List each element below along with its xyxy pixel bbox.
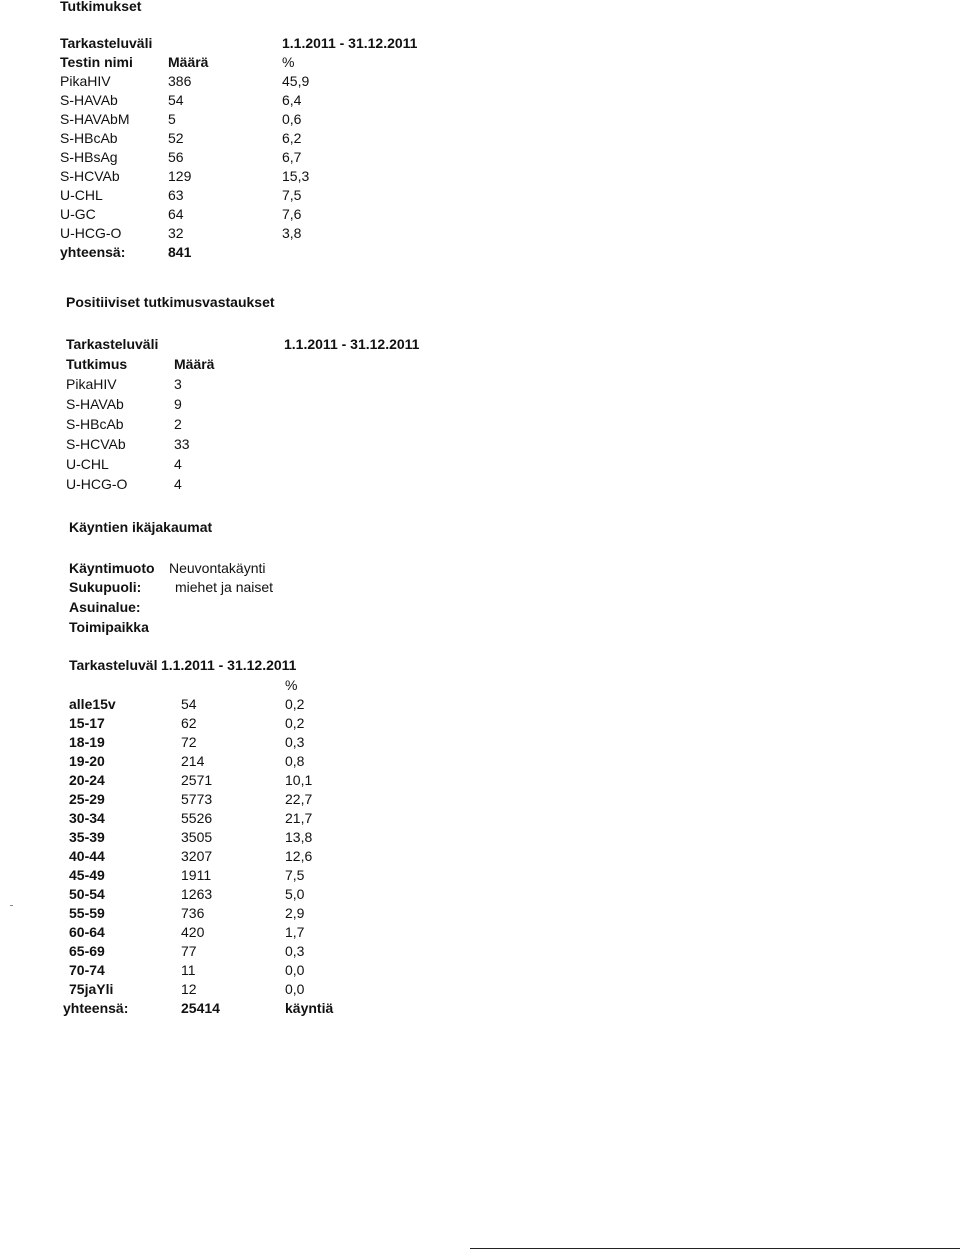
visit-percent: 1,7	[285, 924, 305, 940]
period-label: Tarkasteluväli	[60, 35, 153, 51]
test-name: PikaHIV	[60, 73, 111, 89]
test-count: 129	[168, 168, 192, 184]
visit-count: 54	[181, 696, 197, 712]
visit-percent: 7,5	[285, 867, 305, 883]
test-count: 54	[168, 92, 184, 108]
age-group: 15-17	[69, 715, 105, 731]
info-value: Neuvontakäynti	[169, 560, 266, 576]
age-group: 40-44	[69, 848, 105, 864]
visit-percent: 10,1	[285, 772, 313, 788]
test-count: 4	[174, 476, 182, 492]
total-unit: käyntiä	[285, 1000, 334, 1016]
info-label: Sukupuoli:	[69, 579, 142, 595]
age-group: 75jaYli	[69, 981, 114, 997]
visit-count: 72	[181, 734, 197, 750]
age-group: 20-24	[69, 772, 105, 788]
info-label: Käyntimuoto	[69, 560, 155, 576]
test-count: 64	[168, 206, 184, 222]
info-value: miehet ja naiset	[175, 579, 274, 595]
age-group: 65-69	[69, 943, 105, 959]
column-header-count: Määrä	[174, 356, 215, 372]
test-name: S-HCVAb	[60, 168, 120, 184]
test-percent: 6,4	[282, 92, 302, 108]
test-name: S-HAVAb	[66, 396, 124, 412]
period-label: Tarkasteluväli	[66, 336, 159, 352]
footer-divider	[470, 1248, 960, 1249]
test-count: 63	[168, 187, 184, 203]
age-group: 45-49	[69, 867, 105, 883]
test-count: 386	[168, 73, 192, 89]
total-count: 25414	[181, 1000, 220, 1016]
test-percent: 6,7	[282, 149, 302, 165]
visit-count: 5773	[181, 791, 213, 807]
age-group: 19-20	[69, 753, 105, 769]
test-count: 9	[174, 396, 182, 412]
test-name: S-HAVAbM	[60, 111, 130, 127]
test-name: S-HAVAb	[60, 92, 118, 108]
visit-percent: 0,2	[285, 715, 305, 731]
visit-count: 420	[181, 924, 205, 940]
column-header-test: Tutkimus	[66, 356, 128, 372]
age-group: alle15v	[69, 696, 116, 712]
test-percent: 0,6	[282, 111, 302, 127]
visit-percent: 0,0	[285, 962, 305, 978]
test-name: U-CHL	[60, 187, 103, 203]
test-percent: 7,6	[282, 206, 302, 222]
column-header-percent: %	[285, 677, 298, 693]
visit-count: 5526	[181, 810, 213, 826]
visit-count: 12	[181, 981, 197, 997]
test-name: U-HCG-O	[60, 225, 122, 241]
visit-percent: 12,6	[285, 848, 313, 864]
column-header-count: Määrä	[168, 54, 209, 70]
age-group: 55-59	[69, 905, 105, 921]
test-percent: 45,9	[282, 73, 310, 89]
test-name: S-HBcAb	[60, 130, 118, 146]
info-label: Toimipaikka	[69, 619, 149, 635]
test-count: 5	[168, 111, 176, 127]
column-header-percent: %	[282, 54, 295, 70]
period-value: 1.1.2011 - 31.12.2011	[161, 657, 297, 673]
test-count: 2	[174, 416, 182, 432]
age-group: 50-54	[69, 886, 105, 902]
visit-percent: 0,3	[285, 734, 305, 750]
section-title-positive-results: Positiiviset tutkimusvastaukset	[66, 294, 275, 310]
visit-count: 1911	[181, 867, 212, 883]
total-label: yhteensä:	[63, 1000, 129, 1016]
age-group: 25-29	[69, 791, 105, 807]
period-label: Tarkasteluväl	[69, 657, 158, 673]
age-group: 30-34	[69, 810, 105, 826]
test-count: 56	[168, 149, 184, 165]
visit-percent: 0,3	[285, 943, 305, 959]
test-percent: 15,3	[282, 168, 310, 184]
test-name: U-HCG-O	[66, 476, 128, 492]
visit-count: 214	[181, 753, 205, 769]
age-group: 18-19	[69, 734, 105, 750]
test-count: 52	[168, 130, 184, 146]
period-value: 1.1.2011 - 31.12.2011	[284, 336, 420, 352]
visit-percent: 0,2	[285, 696, 305, 712]
visit-percent: 0,8	[285, 753, 305, 769]
period-value: 1.1.2011 - 31.12.2011	[282, 35, 418, 51]
visit-count: 3207	[181, 848, 213, 864]
visit-percent: 21,7	[285, 810, 313, 826]
test-name: S-HBcAb	[66, 416, 124, 432]
total-label: yhteensä:	[60, 244, 126, 260]
total-count: 841	[168, 244, 192, 260]
age-group: 70-74	[69, 962, 105, 978]
section-title-tests: Tutkimukset	[60, 0, 142, 14]
test-count: 33	[174, 436, 190, 452]
column-header-test-name: Testin nimi	[60, 54, 133, 70]
visit-percent: 2,9	[285, 905, 305, 921]
visit-percent: 13,8	[285, 829, 313, 845]
test-count: 3	[174, 376, 182, 392]
visit-percent: 22,7	[285, 791, 313, 807]
visit-count: 2571	[181, 772, 213, 788]
test-name: S-HBsAg	[60, 149, 118, 165]
age-group: 35-39	[69, 829, 105, 845]
visit-count: 77	[181, 943, 197, 959]
section-title-visit-age-distribution: Käyntien ikäjakaumat	[69, 519, 213, 535]
visit-percent: 0,0	[285, 981, 305, 997]
test-percent: 7,5	[282, 187, 302, 203]
visit-percent: 5,0	[285, 886, 305, 902]
visit-count: 3505	[181, 829, 213, 845]
test-count: 32	[168, 225, 184, 241]
test-name: U-GC	[60, 206, 96, 222]
age-group: 60-64	[69, 924, 105, 940]
visit-count: 736	[181, 905, 205, 921]
info-label: Asuinalue:	[69, 599, 141, 615]
test-name: PikaHIV	[66, 376, 117, 392]
test-name: U-CHL	[66, 456, 109, 472]
scan-mark	[10, 905, 13, 906]
test-name: S-HCVAb	[66, 436, 126, 452]
visit-count: 1263	[181, 886, 213, 902]
test-percent: 3,8	[282, 225, 302, 241]
visit-count: 62	[181, 715, 197, 731]
test-count: 4	[174, 456, 182, 472]
visit-count: 11	[181, 962, 196, 978]
test-percent: 6,2	[282, 130, 302, 146]
